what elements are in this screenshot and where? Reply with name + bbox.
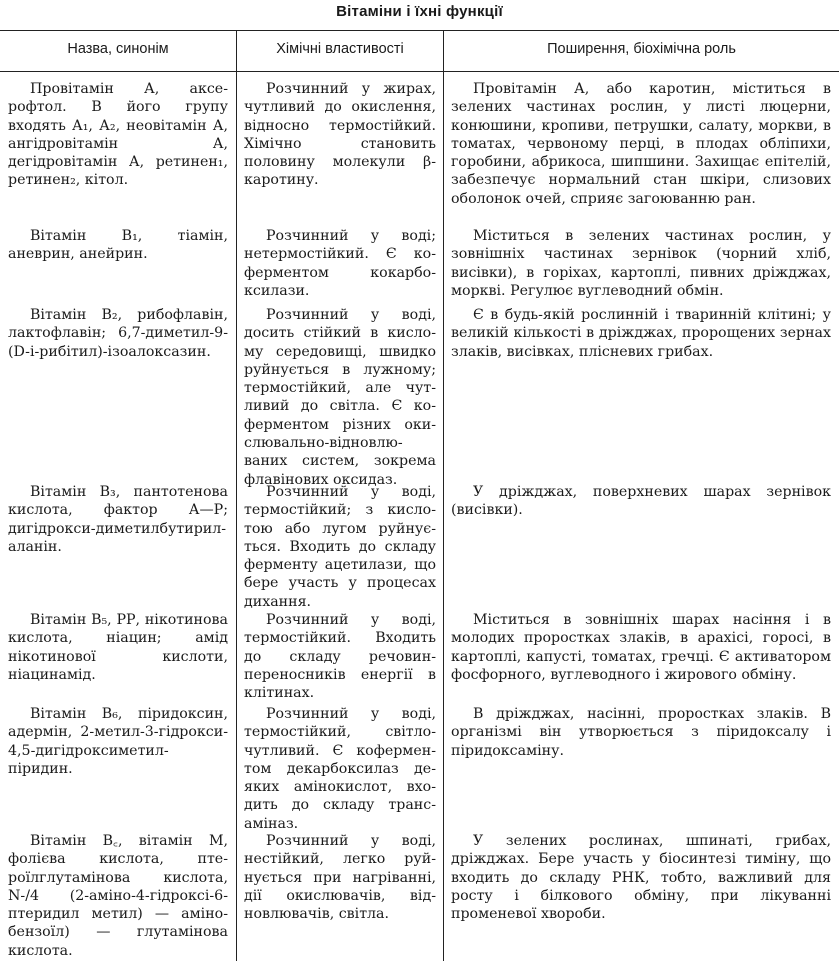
vitamin-bc-chemical: Розчинний у воді, нестійкий, легко руйнується при нагріванні, дії окислювачів, відновлювачів, світла. <box>244 833 436 923</box>
header-name: Назва, синонім <box>67 41 169 57</box>
column-divider-1 <box>236 30 237 961</box>
vitamin-b3-role: У дріжджах, поверхневих шарах зернівок (висівки). <box>451 484 831 519</box>
vitamin-a-chemical: Розчинний у жирах, чутливий до окислення, відносно термостійкий. Хімічно становить половину молекули β-каротину. <box>244 81 436 189</box>
header-chemical-properties: Хімічні властивості <box>276 41 404 57</box>
vitamin-b1-role: Міститься в зелених частинах рослин, у зовнішніх частинах зернівок (чорний хліб, висівки), в горіхах, картоплі, пивних дріжджах, моркві. Регулює вуглеводний обмін. <box>451 228 831 299</box>
vitamin-b5-name: Вітамін В₅, РР, нікотинова кислота, ніацин; амід нікотинової кислоти, ніацинамід. <box>8 612 228 683</box>
vitamin-b2-name: Вітамін В₂, рибофлавін, лактофлавін; 6,7-диметил-9-(D-і-рибітил)-ізоалоксазин. <box>8 307 228 360</box>
column-divider-2 <box>443 30 444 961</box>
vitamin-bc-role: У зелених рослинах, шпинаті, грибах, дріжджах. Бере участь у біосинтезі тиміну, що входить до складу РНК, тобто, важливий для росту і білкового обміну, при лікуванні променевої хвороби. <box>451 833 831 923</box>
header-distribution-role: Поширення, біохімічна роль <box>547 41 736 57</box>
vitamin-b6-name: Вітамін В₆, піридоксин, адермін, 2-метил-3-гідрокси- 4,5-дигідроксиметил-піридин. <box>8 706 228 777</box>
vitamin-b5-chemical: Розчинний у воді, термостійкий. Входить до складу речовин-переносників енергії в клітинах. <box>244 612 436 702</box>
table-top-rule <box>0 30 839 31</box>
vitamin-b1-name: Вітамін В₁, тіамін, аневрин, анейрин. <box>8 228 228 263</box>
vitamin-bc-name: Вітамін В꜀, вітамін М, фолієва кислота, птероїлглутамінова кислота, N-/4 (2-аміно-4-гідроксі-6-птеридил метил) — аміно-бензоїл) — глутамінова кислота. <box>8 833 228 959</box>
vitamin-b6-chemical: Розчинний у воді, термостійкий, світлочутливий. Є коферментом декарбоксилаз деяких амінокислот, входить до складу трансаміназ. <box>244 706 436 832</box>
header-bottom-rule <box>0 71 839 72</box>
table-title: Вітаміни і їхні функції <box>336 3 503 20</box>
vitamin-b6-role: В дріжджах, насінні, проростках злаків. В організмі він утворюється з піридоксалу і піридоксаміну. <box>451 706 831 759</box>
vitamin-b3-name: Вітамін В₃, пантотенова кислота, фактор А—Р; дигідрокси-диметилбутирил-аланін. <box>8 484 228 555</box>
vitamin-a-role: Провітамін А, або каротин, міститься в зелених частинах рослин, у листі люцерни, конюшини, кропиви, петрушки, салату, моркви, в томатах, червоному перці, в плодах обліпихи, горобини, абрикоса, шипшини. Захищає епітелій, забезпечує нормальний стан шкіри, слизових оболонок очей, сприяє загоюванню ран. <box>451 81 831 207</box>
vitamin-b3-chemical: Розчинний у воді, термостійкий; з кислотою або лугом руйнується. Входить до складу ферменту ацетилази, що бере участь у процесах дихання. <box>244 484 436 610</box>
vitamin-b2-chemical: Розчинний у воді, досить стійкий в кислому середовищі, швидко руйнується в лужному; термостійкий, але чутливий до світла. Є коферментом різних окислювально-відновлюваних систем, зокрема флавінових оксидаз. <box>244 307 436 488</box>
vitamin-b5-role: Міститься в зовнішніх шарах насіння і в молодих проростках злаків, в арахісі, горосі, в картоплі, капусті, томатах, гречці. Є активатором фосфорного, вуглеводного і жирового обміну. <box>451 612 831 683</box>
vitamin-b2-role: Є в будь-якій рослинній і тваринній клітині; у великій кількості в дріжджах, пророщених зернах злаків, висівках, плісневих грибах. <box>451 307 831 360</box>
vitamin-b1-chemical: Розчинний у воді; нетермостійкий. Є коферментом кокарбоксилази. <box>244 228 436 299</box>
vitamin-a-name: Провітамін А, аксерофтол. В його групу входять А₁, А₂, неовітамін А, ангідровітамін А, дегідровітамін А, ретинен₁, ретинен₂, кітол. <box>8 81 228 189</box>
